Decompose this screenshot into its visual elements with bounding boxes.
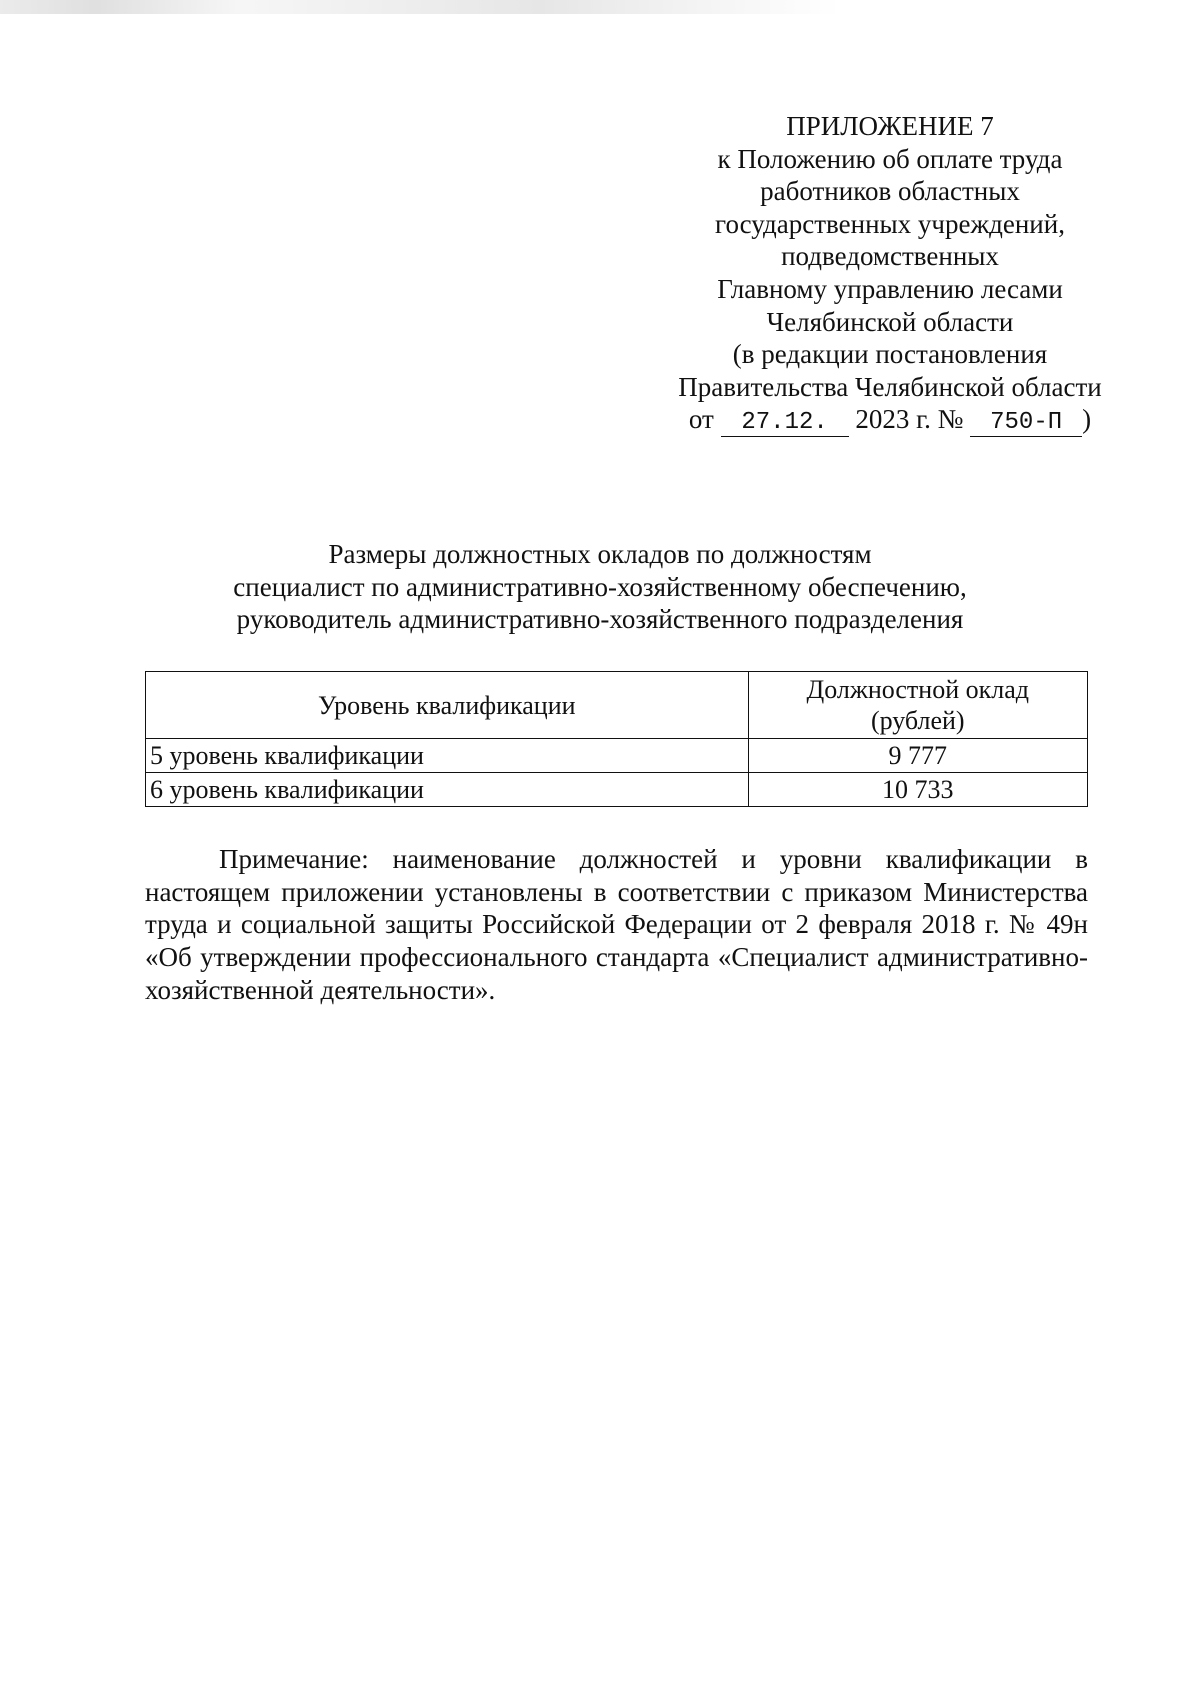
from-label: от [688, 404, 714, 435]
header-level: Уровень квалификации [146, 672, 749, 739]
attachment-header [660, 110, 1120, 437]
table-header-row [146, 672, 1088, 739]
year-label: 2023 г. № [855, 404, 964, 435]
resolution-date: 27.12. [721, 410, 849, 437]
cell-level: 6 уровень квалификации [146, 773, 749, 807]
attachment-date-line [660, 403, 1120, 437]
cell-salary: 9 777 [748, 739, 1087, 773]
attachment-line: государственных учреждений, [715, 208, 1065, 239]
attachment-line: подведомственных [781, 241, 999, 272]
cell-level: 5 уровень квалификации [146, 739, 749, 773]
header-salary-line1: Должностной оклад [806, 675, 1029, 704]
note-paragraph [145, 843, 1088, 1007]
cell-salary: 10 733 [748, 773, 1087, 807]
salary-table [145, 671, 1088, 807]
closing-paren: ) [1082, 404, 1092, 435]
attachment-line: к Положению об оплате труда [717, 143, 1063, 174]
header-salary [748, 672, 1087, 739]
attachment-line: работников областных [760, 176, 1020, 207]
attachment-line: Правительства Челябинской области [678, 371, 1102, 402]
attachment-line: Главному управлению лесами [717, 273, 1063, 304]
attachment-line: Челябинской области [766, 306, 1014, 337]
table-row [146, 739, 1088, 773]
attachment-line: (в редакции постановления [732, 339, 1048, 370]
scan-edge-artifact [0, 0, 1200, 14]
title-line: Размеры должностных окладов по должностям [328, 539, 872, 569]
title-line: руководитель административно-хозяйственного подразделения [236, 604, 964, 634]
resolution-number: 750-П [970, 410, 1082, 437]
table-row [146, 773, 1088, 807]
attachment-title: ПРИЛОЖЕНИЕ 7 [786, 111, 994, 141]
note-text: Примечание: наименование должностей и уровни квалификации в настоящем приложении установлены в соответствии с приказом Министерства труда и социальной защиты Российской Федерации от 2 февраля 2018 г. № 49н «Об утверждении профессионального стандарта «Специалист административно-хозяйственной деятельности». [145, 844, 1088, 1005]
header-salary-line2: (рублей) [870, 706, 965, 735]
document-title [140, 538, 1060, 636]
title-line: специалист по административно-хозяйственному обеспечению, [233, 571, 967, 602]
